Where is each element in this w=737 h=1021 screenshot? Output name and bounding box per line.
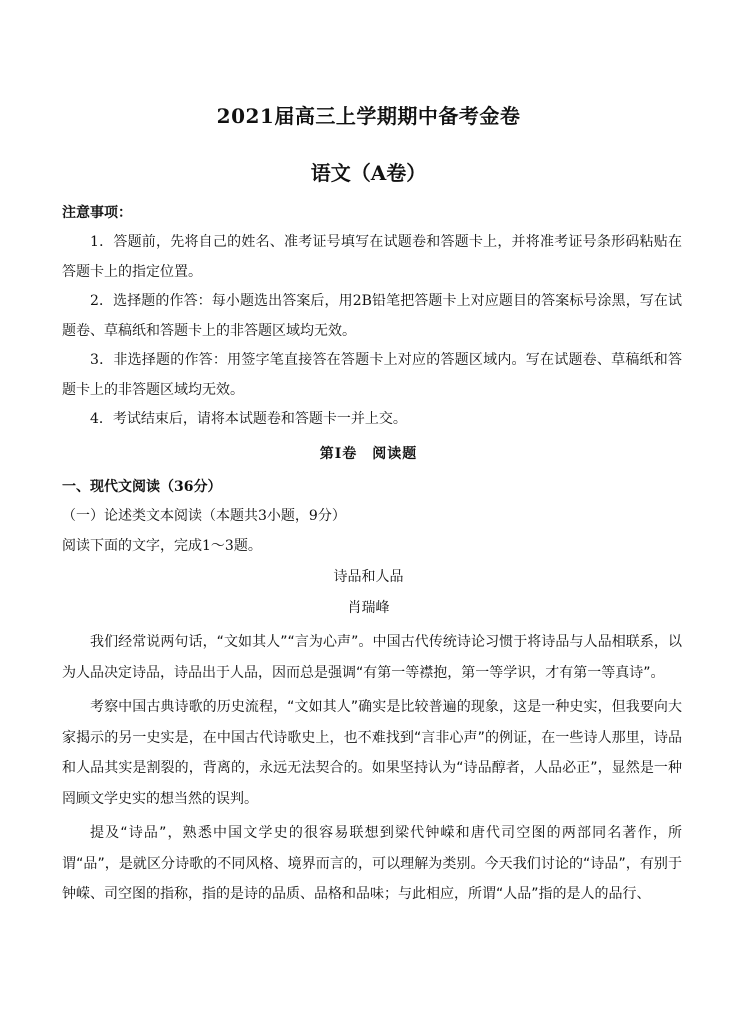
exam-subtitle: 语文（A卷） [310,161,427,185]
reading-instruction: 阅读下面的文字，完成1～3题。 [62,538,262,554]
note-item: 3．非选择题的作答：用签字笔直接答在答题卡上对应的答题区域内。写在试题卷、草稿纸和答题卡上的非答题区域均无效。 [62,352,682,398]
article-paragraph: 我们经常说两句话，“文如其人”“言为心声”。中国古代传统诗论习惯于将诗品与人品相联系，以为人品决定诗品，诗品出于人品，因而总是强调“有第一等襟抱，第一等学识，才有第一等真诗”。 [62,634,682,681]
note-item: 1．答题前，先将自己的姓名、准考证号填写在试题卷和答题卡上，并将准考证号条形码粘贴在答题卡上的指定位置。 [62,234,682,280]
article-paragraph: 提及“诗品”，熟悉中国文学史的很容易联想到梁代钟嵘和唐代司空图的两部同名著作，所谓“品”，是就区分诗歌的不同风格、境界而言的，可以理解为类别。今天我们讨论的“诗品”，有别于钟嵘、司空图的指称，指的是诗的品质、品格和品味；与此相应，所谓“人品”指的是人的品行、 [62,825,682,902]
notes-list [62,228,682,435]
section-title: 一、现代文阅读（36分） [62,479,222,495]
part-title: 第Ⅰ卷 阅读题 [319,446,418,462]
article-author: 肖瑞峰 [347,600,390,616]
exam-title: 2021届高三上学期期中备考金卷 [216,104,521,128]
subsection-title: （一）论述类文本阅读（本题共3小题，9分） [62,508,346,524]
note-item: 2．选择题的作答：每小题选出答案后，用2B铅笔把答题卡上对应题目的答案标号涂黑，写在试题卷、草稿纸和答题卡上的非答题区域均无效。 [62,293,682,339]
article-paragraph: 考察中国古典诗歌的历史流程，“文如其人”确实是比较普遍的现象，这是一种史实，但我要向大家揭示的另一史实是，在中国古代诗歌史上，也不难找到“言非心声”的例证，在一些诗人那里，诗品和人品其实是割裂的，背离的，永远无法契合的。如果坚持认为“诗品醇者，人品必正”，显然是一种罔顾文学史实的想当然的误判。 [62,699,682,807]
note-item: 4．考试结束后，请将本试题卷和答题卡一并上交。 [90,411,407,427]
notes-heading: 注意事项： [62,205,132,221]
article-title: 诗品和人品 [333,569,404,585]
article-body [62,627,682,914]
